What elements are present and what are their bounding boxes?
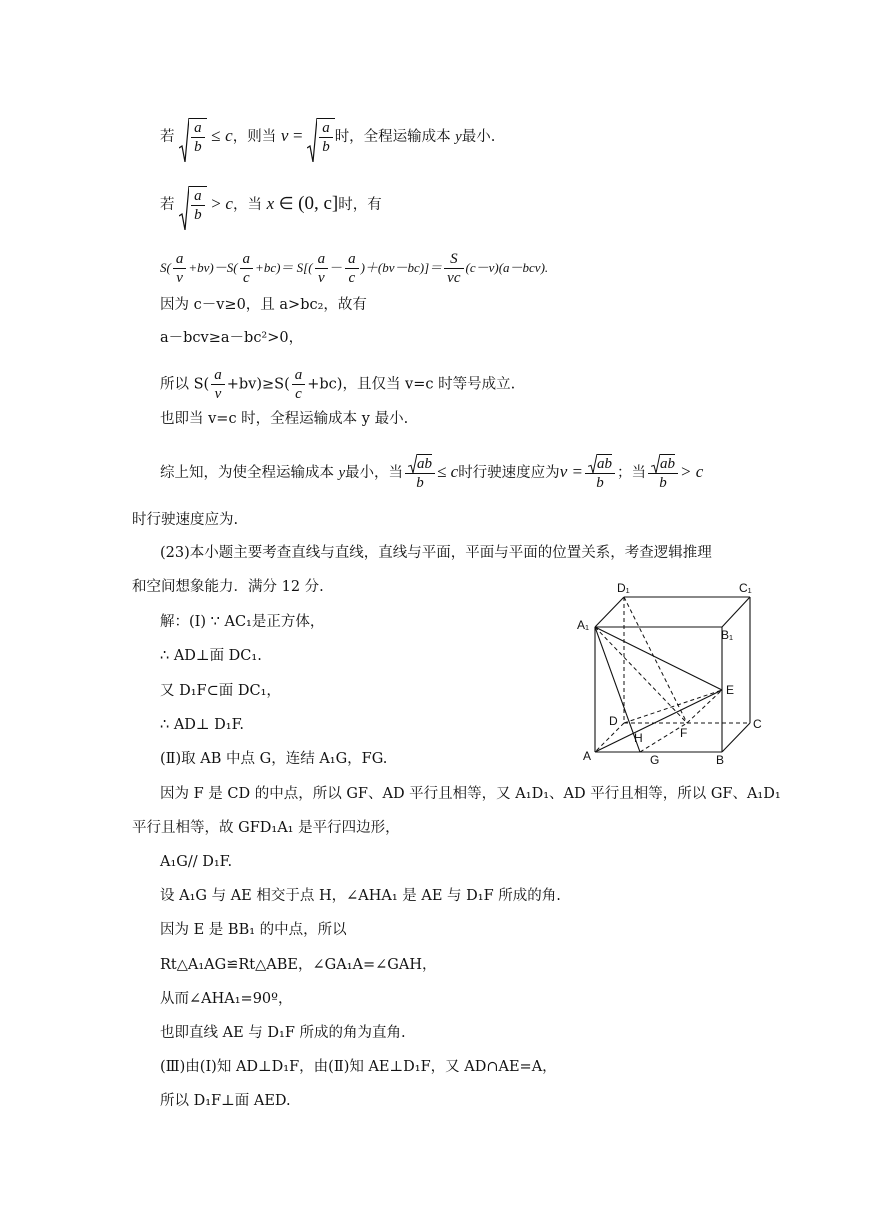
line-13: ∴ AD⊥面 DC₁. — [160, 648, 262, 664]
numerator: a — [240, 250, 254, 269]
denominator: v — [176, 270, 183, 286]
denominator: b — [194, 207, 202, 223]
radical-sign — [408, 454, 417, 473]
radicand: ab — [659, 456, 675, 472]
text: x — [266, 194, 275, 213]
text: ∈ — [278, 194, 294, 213]
line-26: 所以 D₁F⊥面 AED. — [160, 1093, 291, 1109]
label-A1: A₁ — [577, 618, 590, 632]
denominator: b — [596, 475, 604, 491]
text: 时，全程运输成本 — [334, 129, 451, 145]
line-10: (23)本小题主要考查直线与直线，直线与平面，平面与平面的位置关系，考查逻辑推理 — [160, 545, 712, 561]
text: )＋(bv－bc)]＝ — [360, 260, 443, 275]
line-6 — [160, 366, 515, 403]
line-14: 又 D₁F⊂面 DC₁， — [160, 683, 281, 699]
text: 时行驶速度应为 — [458, 465, 560, 481]
numerator: a — [191, 119, 205, 138]
text: v = — [559, 462, 583, 481]
line-20: 设 A₁G 与 AE 相交于点 H，∠AHA₁ 是 AE 与 D₁F 所成的角. — [160, 888, 561, 904]
line-23: 从而∠AHA₁=90º， — [160, 991, 293, 1007]
denominator: b — [659, 475, 667, 491]
radicand: ab — [596, 456, 612, 472]
label-D: D — [609, 714, 618, 728]
denominator: c — [295, 386, 302, 402]
line-25: (Ⅲ)由(Ⅰ)知 AD⊥D₁F，由(Ⅱ)知 AE⊥D₁F，又 AD∩AE=A， — [160, 1059, 557, 1075]
text: c — [225, 194, 233, 213]
line-5: a－bcv≥a－bc²>0， — [160, 330, 304, 346]
line-16: (Ⅱ)取 AB 中点 G，连结 A₁G，FG. — [160, 751, 388, 767]
numerator: a — [211, 366, 225, 385]
sqrt-a-over-b — [307, 118, 335, 156]
numerator: S — [444, 250, 463, 269]
line-2 — [160, 186, 382, 224]
line-4: 因为 c－v≥0，且 a>bc₂，故有 — [160, 297, 367, 313]
text: ≤ c — [437, 462, 459, 481]
numerator: a — [345, 250, 359, 269]
text: = — [292, 126, 303, 145]
radical-sign — [179, 186, 189, 230]
edge — [722, 597, 750, 627]
denominator: vc — [447, 270, 461, 286]
text: ，则当 — [232, 129, 277, 145]
sqrt-a-over-b — [179, 186, 207, 224]
radical-sign — [307, 118, 317, 162]
text: 所以 S( — [160, 376, 210, 393]
numerator: a — [191, 187, 205, 206]
denominator: v — [317, 270, 325, 286]
text: c — [225, 126, 233, 145]
text: > c — [679, 462, 704, 481]
text: y — [455, 129, 462, 145]
line-3 — [160, 250, 548, 287]
line-8 — [160, 454, 703, 492]
line-21: 因为 E 是 BB₁ 的中点，所以 — [160, 922, 347, 938]
text: v — [280, 126, 289, 145]
denominator: v — [214, 386, 222, 402]
label-C: C — [753, 717, 762, 731]
segment-A1F — [595, 627, 687, 723]
text: ≤ — [211, 126, 221, 145]
numerator: a — [173, 250, 187, 269]
text: 最小. — [461, 129, 496, 145]
denominator: b — [194, 139, 202, 155]
sqrt-ab — [588, 454, 612, 473]
text: 若 — [160, 129, 175, 145]
line-15: ∴ AD⊥ D₁F. — [160, 717, 245, 733]
text: 时，有 — [338, 197, 382, 213]
label-B: B — [716, 753, 725, 767]
line-7: 也即当 v=c 时，全程运输成本 y 最小. — [160, 411, 409, 427]
radicand: ab — [417, 456, 433, 472]
line-17: 因为 F 是 CD 的中点，所以 GF、AD 平行且相等，又 A₁D₁、AD 平行且相等，所以 GF、A₁D₁ — [160, 786, 781, 802]
numerator: a — [319, 119, 333, 138]
segment-FE — [687, 690, 722, 723]
cube-figure — [570, 580, 770, 770]
numerator: a — [315, 250, 329, 269]
label-F: F — [680, 726, 688, 740]
line-12: 解：(Ⅰ) ∵ AC₁是正方体， — [160, 614, 325, 630]
sqrt-ab — [408, 454, 432, 473]
edge — [595, 597, 624, 627]
text: S( — [160, 260, 171, 275]
label-G: G — [650, 753, 660, 767]
denominator: b — [322, 139, 330, 155]
text: +bv)≥S( — [226, 376, 290, 393]
text: (c－v)(a－bcv). — [465, 260, 549, 275]
label-E: E — [726, 683, 735, 697]
text: y — [338, 465, 346, 481]
radical-sign — [179, 118, 189, 162]
line-24: 也即直线 AE 与 D₁F 所成的角为直角. — [160, 1025, 406, 1041]
line-1 — [160, 118, 495, 156]
numerator: a — [292, 366, 306, 385]
text: 最小，当 — [345, 465, 404, 481]
label-A: A — [583, 749, 592, 763]
label-B1: B₁ — [721, 628, 734, 642]
text: (0, c] — [298, 193, 339, 214]
radical-sign — [588, 454, 597, 473]
text: － — [330, 261, 344, 276]
sqrt-ab — [651, 454, 675, 473]
segment-D1F — [624, 597, 687, 723]
label-H: H — [634, 731, 643, 745]
text: ；当 — [616, 465, 646, 481]
line-22: Rt△A₁AG≌Rt△ABE，∠GA₁A=∠GAH， — [160, 957, 437, 973]
line-19: A₁G// D₁F. — [160, 854, 233, 870]
denominator: c — [348, 270, 356, 286]
label-C1: C₁ — [739, 581, 752, 595]
segment-DE — [624, 690, 722, 723]
label-D1: D₁ — [617, 581, 630, 595]
text: 综上知，为使全程运输成本 — [160, 465, 334, 481]
sqrt-a-over-b — [179, 118, 207, 156]
line-9: 时行驶速度应为. — [132, 512, 239, 528]
text: > — [211, 194, 221, 213]
denominator: c — [242, 270, 250, 286]
text: +bc)，且仅当 v=c 时等号成立. — [307, 376, 516, 393]
text: +bc)＝ S[( — [255, 260, 313, 275]
line-18: 平行且相等，故 GFD₁A₁ 是平行四边形， — [132, 820, 400, 836]
denominator: b — [416, 475, 424, 491]
line-11: 和空间想象能力．满分 12 分. — [132, 579, 324, 595]
text: ，当 — [232, 197, 262, 213]
text: +bv)－S( — [188, 260, 238, 275]
radical-sign — [651, 454, 660, 473]
edge — [722, 723, 750, 752]
text: 若 — [160, 197, 175, 213]
